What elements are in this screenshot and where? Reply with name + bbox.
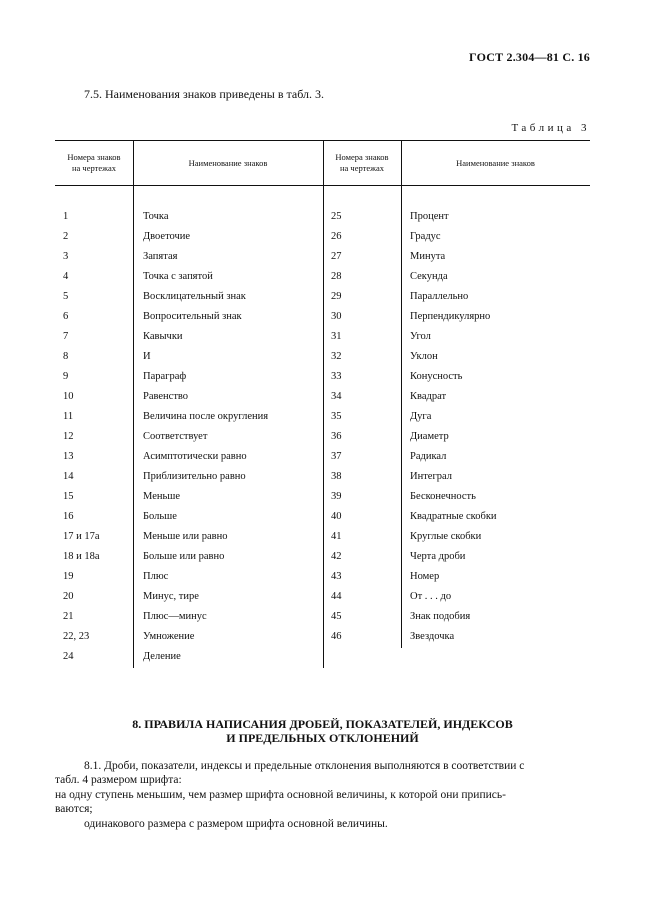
sign-number: 11 bbox=[63, 411, 74, 422]
sign-name: Асимптотически равно bbox=[143, 451, 247, 462]
sign-name: Двоеточие bbox=[143, 231, 191, 242]
paragraph-item1-line2: ваются; bbox=[55, 803, 93, 815]
sign-number: 30 bbox=[331, 311, 342, 322]
sign-name: Кавычки bbox=[143, 331, 183, 342]
header-number-right bbox=[323, 152, 401, 174]
sign-number: 4 bbox=[63, 271, 69, 282]
sign-name: Секунда bbox=[410, 271, 448, 282]
sign-name: Градус bbox=[410, 231, 441, 242]
document-header: ГОСТ 2.304—81 С. 16 bbox=[469, 50, 590, 64]
paragraph-8-1-line2: табл. 4 размером шрифта: bbox=[55, 774, 182, 786]
sign-name: Диаметр bbox=[410, 431, 449, 442]
sign-number: 40 bbox=[331, 511, 342, 522]
sign-name: Конусность bbox=[410, 371, 463, 382]
sign-number: 45 bbox=[331, 611, 342, 622]
sign-name: Меньше bbox=[143, 491, 181, 502]
sign-number: 41 bbox=[331, 531, 342, 542]
sign-number: 1 bbox=[63, 211, 69, 222]
sign-name: Минус, тире bbox=[143, 591, 199, 602]
header-number-left-line2: на чертежах bbox=[71, 163, 116, 173]
table-caption: Таблица 3 bbox=[511, 122, 590, 134]
intro-text: 7.5. Наименования знаков приведены в табл. 3. bbox=[84, 87, 325, 101]
sign-number: 28 bbox=[331, 271, 342, 282]
table-column-divider bbox=[323, 140, 324, 668]
sign-number: 31 bbox=[331, 331, 342, 342]
sign-name: Знак подобия bbox=[410, 611, 471, 622]
sign-name: Точка bbox=[143, 211, 169, 222]
sign-name: Больше bbox=[143, 511, 177, 522]
sign-number: 22, 23 bbox=[63, 631, 90, 642]
sign-number: 39 bbox=[331, 491, 342, 502]
sign-name: Процент bbox=[410, 211, 449, 222]
sign-number: 3 bbox=[63, 251, 69, 262]
sign-number: 38 bbox=[331, 471, 342, 482]
header-number-right-line1: Номера знаков bbox=[335, 152, 389, 162]
sign-name: И bbox=[143, 351, 151, 362]
sign-number: 12 bbox=[63, 431, 74, 442]
sign-number: 15 bbox=[63, 491, 74, 502]
sign-number: 26 bbox=[331, 231, 342, 242]
sign-number: 2 bbox=[63, 231, 69, 242]
sign-name: Запятая bbox=[143, 251, 178, 262]
sign-name: Радикал bbox=[410, 451, 447, 462]
sign-number: 43 bbox=[331, 571, 342, 582]
sign-number: 35 bbox=[331, 411, 342, 422]
section-title-line1: 8. ПРАВИЛА НАПИСАНИЯ ДРОБЕЙ, ПОКАЗАТЕЛЕЙ, ИНДЕКСОВ bbox=[132, 717, 513, 731]
sign-name: Параллельно bbox=[410, 291, 469, 302]
sign-name: Черта дроби bbox=[410, 551, 466, 562]
sign-number: 32 bbox=[331, 351, 342, 362]
sign-name: Параграф bbox=[143, 371, 187, 382]
sign-number: 14 bbox=[63, 471, 74, 482]
sign-name: Приблизительно равно bbox=[143, 471, 246, 482]
sign-name: Больше или равно bbox=[143, 551, 225, 562]
sign-name: Звездочка bbox=[410, 631, 455, 642]
paragraph-item2: одинакового размера с размером шрифта основной величины. bbox=[84, 818, 388, 830]
sign-number: 5 bbox=[63, 291, 69, 302]
sign-name: Восклицательный знак bbox=[143, 291, 246, 302]
sign-name: Умножение bbox=[143, 631, 195, 642]
sign-number: 8 bbox=[63, 351, 69, 362]
sign-name: Точка с запятой bbox=[143, 271, 213, 282]
sign-number: 19 bbox=[63, 571, 74, 582]
sign-name: Интеграл bbox=[410, 471, 452, 482]
sign-name: Соответствует bbox=[143, 431, 208, 442]
sign-number: 17 и 17а bbox=[63, 531, 100, 542]
section-title bbox=[55, 717, 590, 745]
sign-number: 29 bbox=[331, 291, 342, 302]
sign-number: 20 bbox=[63, 591, 74, 602]
sign-number: 13 bbox=[63, 451, 74, 462]
sign-number: 34 bbox=[331, 391, 342, 402]
sign-name: Равенство bbox=[143, 391, 189, 402]
table-column-divider bbox=[401, 140, 402, 648]
header-number-left bbox=[55, 152, 133, 174]
sign-name: Квадратные скобки bbox=[410, 511, 497, 522]
sign-name: Дуга bbox=[410, 411, 432, 422]
sign-name: Бесконечность bbox=[410, 491, 476, 502]
sign-name: Плюс—минус bbox=[143, 611, 207, 622]
sign-name: Плюс bbox=[143, 571, 169, 582]
sign-name: Номер bbox=[410, 571, 440, 582]
header-number-right-line2: на чертежах bbox=[339, 163, 384, 173]
sign-name: Круглые скобки bbox=[410, 531, 482, 542]
sign-number: 10 bbox=[63, 391, 74, 402]
sign-name: От . . . до bbox=[410, 591, 452, 602]
table-column-divider bbox=[133, 140, 134, 668]
sign-number: 36 bbox=[331, 431, 342, 442]
header-name-left: Наименование знаков bbox=[188, 158, 268, 168]
sign-number: 27 bbox=[331, 251, 342, 262]
section-title-line2: И ПРЕДЕЛЬНЫХ ОТКЛОНЕНИЙ bbox=[226, 731, 419, 745]
sign-number: 44 bbox=[331, 591, 342, 602]
sign-name: Минута bbox=[410, 251, 446, 262]
sign-number: 16 bbox=[63, 511, 74, 522]
sign-name: Квадрат bbox=[410, 391, 447, 402]
sign-number: 33 bbox=[331, 371, 342, 382]
sign-number: 46 bbox=[331, 631, 342, 642]
sign-name: Величина после округления bbox=[143, 411, 269, 422]
sign-number: 21 bbox=[63, 611, 74, 622]
paragraph-8-1-line1: 8.1. Дроби, показатели, индексы и предельные отклонения выполняются в соответствии с bbox=[84, 760, 525, 772]
sign-number: 9 bbox=[63, 371, 69, 382]
sign-name: Уклон bbox=[410, 351, 438, 362]
sign-name: Меньше или равно bbox=[143, 531, 228, 542]
paragraph-item1-line1: на одну ступень меньшим, чем размер шрифта основной величины, к которой они припись- bbox=[55, 789, 506, 801]
sign-name: Перпендикулярно bbox=[410, 311, 491, 322]
sign-number: 37 bbox=[331, 451, 342, 462]
sign-name: Деление bbox=[143, 651, 181, 662]
sign-number: 24 bbox=[63, 651, 74, 662]
sign-name: Вопросительный знак bbox=[143, 311, 242, 322]
sign-number: 25 bbox=[331, 211, 342, 222]
header-number-left-line1: Номера знаков bbox=[67, 152, 121, 162]
header-name-right: Наименование знаков bbox=[456, 158, 535, 168]
sign-number: 7 bbox=[63, 331, 69, 342]
sign-name: Угол bbox=[410, 331, 431, 342]
sign-number: 18 и 18а bbox=[63, 551, 100, 562]
sign-number: 42 bbox=[331, 551, 342, 562]
sign-number: 6 bbox=[63, 311, 69, 322]
